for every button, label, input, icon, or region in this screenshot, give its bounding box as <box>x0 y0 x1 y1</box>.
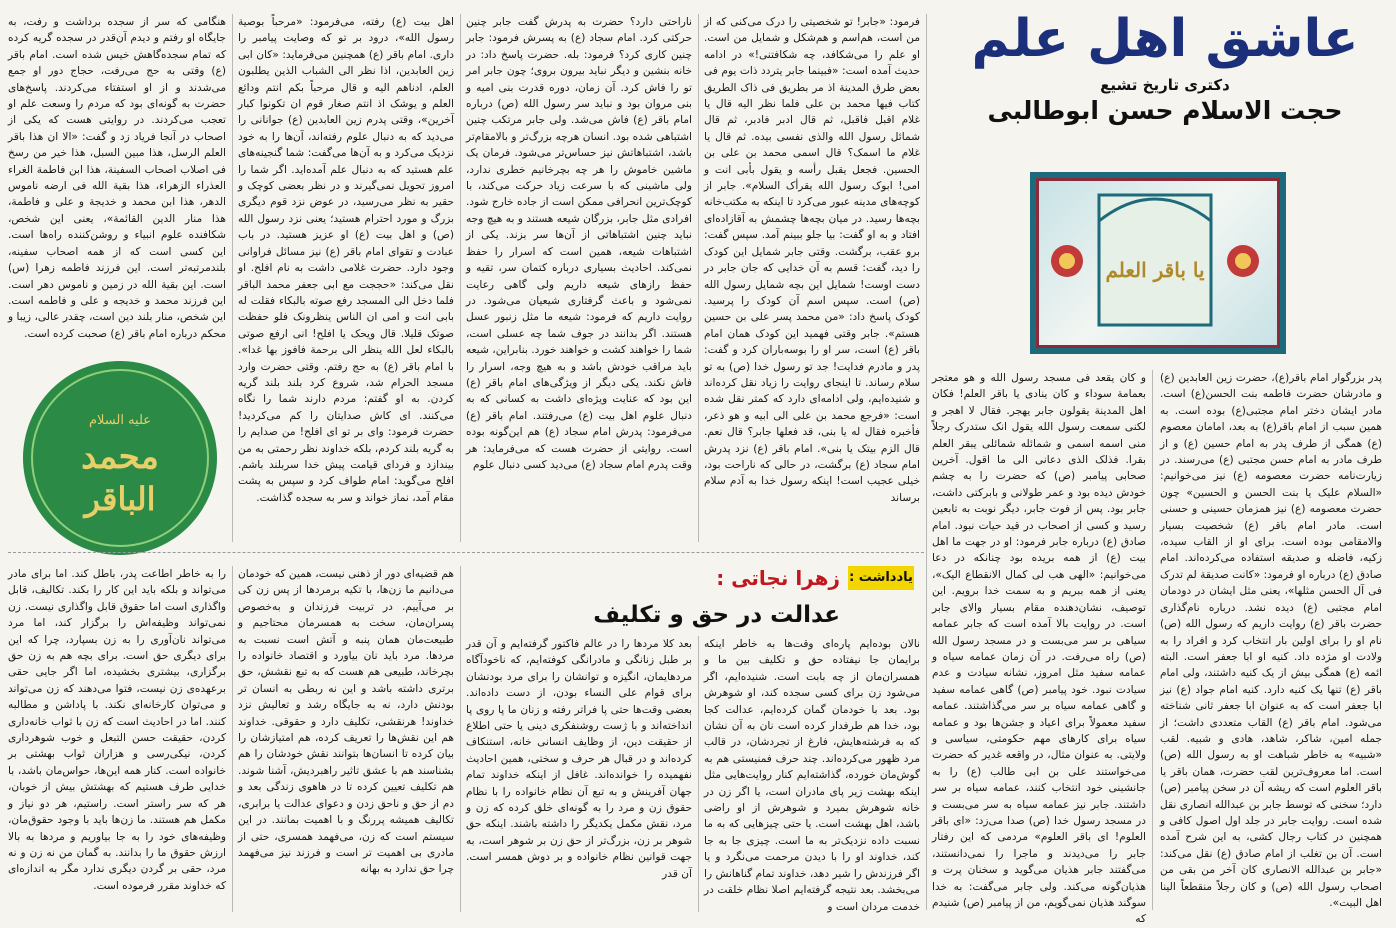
column-divider <box>1152 370 1153 910</box>
column-divider <box>460 14 461 542</box>
column-divider <box>460 566 461 912</box>
calligraphy-illustration <box>1039 181 1271 339</box>
seal-illustration <box>22 360 218 556</box>
imam-baqir-seal-image <box>22 360 218 556</box>
article1-column-6: هنگامی که سر از سجده برداشت و رفت، به جایگاه او رفتم و دیدم آن‌قدر در سجده گریه کرده که تمام سجده‌گاهش خیس شده است. امام باقر (ع) وقتی به حج می‌رفت، حجاج دور او جمع می‌شدند و از او استفتاء می‌کردند. پاسخ‌های حضرت به گونه‌ای بود که مردم را وسعت علم او تعجب می‌کردند. در روایتی هست که یکی از اصحاب در آنجا فریاد زد و گفت: «الا ان هذا باقر العلم الرسل، هذا مبین السبل، هذا خیر من رسخ فی اصلاب اصحاب السفینة، هذا ابن فاطمة الغراء العذراء الزهراء، هذا بقیة الله فی ارضه ناموس الدهر، هذا ابن محمد و خدیجة و علی و فاطمة، هذا منار الدین القائمة»، یعنی این شخص، شکافنده علوم انبیاء و روشن‌کننده راه‌ها است. این کسی است که از همه اصحاب سفینه، بلندمرتبه‌تر است. این فرزند فاطمه زهرا (س) است. این بقیة الله در زمین و ناموس دهر است. این فرزند محمد و خدیجه و علی و فاطمه است. این شخص، منار بلند دین است، چقدر عالی، زیبا و محکم درباره امام باقر (ع) صحبت کرده است. <box>8 16 226 340</box>
article1-column-1: پدر بزرگوار امام باقر(ع)، حضرت زین العابدین (ع) و مادرشان حضرت فاطمه بنت الحسن(ع) است. مادر ایشان دختر امام مجتبی(ع) بوده است. به همین سبب از امام باقر(ع) به بعد، امامان معصوم (ع) همگی از طرف پدر به امام حسین (ع) و از طرف مادر به امام حسن مجتبی (ع) می‌رسند. در زیارت‌نامه حضرت معصومه (ع) نیز می‌خوانیم: «السلام علیک یا بنت الحسن و الحسین» چون حضرت معصومه (ع) نیز همزمان حسینی و حسنی است. مادر امام باقر (ع) شخصیت بسیار والامقامی بوده است. برای او از القاب سیده، زکیه، فاضله و صدیقه استفاده می‌کرده‌اند. امام صادق (ع) درباره او فرمود: «کانت صدیقة لم تدرک فی آل الحسن مثلها»، یعنی مثل ایشان در دودمان امام مجتبی (ع) دیده نشد. درباره نام‌گذاری حضرت باقر (ع) روایت داریم که رسول الله (ص) نام او را برای اولین بار انتخاب کرد و افراد را به ولادت او مژده داد. کنیه او ابا جعفر است. البته ائمه (ع) همگی بیش از یک کنیه داشتند، ولی امام باقر (ع) تنها یک کنیه دارد. کنیه امام جواد (ع) نیز ابا جعفر است که به عنوان ابا جعفر ثانی شناخته می‌شود. امام باقر (ع) القاب متعددی داشت؛ از جمله امین، شاکر، شاهد، هادی و شبیه. لقب «شبیه» به خاطر شباهت او به رسول الله (ص) است. اما معروف‌ترین لقب حضرت، همان باقر یا باقر العلوم است که ریشه آن در سخن پیامبر (ص) دارد؛ سخنی که توسط جابر بن عبدالله انصاری نقل شده است. روایت جابر در جلد اول اصول کافی و همچنین در کتاب رجال کشی، به این شرح آمده است. آن بن تغلب از امام صادق (ع) نقل می‌کند: «جابر بن عبدالله الانصاری کان آخر من بقی من اصحاب رسول الله (ص) و کان رجلاً منقطعاً الینا اهل البیت». <box>1160 372 1382 909</box>
article2-column-2: بعد کلا مردها را در عالم فاکتور گرفته‌ایم و آن قدر بر طبل زنانگی و مادرانگی کوفته‌ایم، که ناخودآگاه مردهایمان، انگیزه و توانشان را برای مرد بودنشان برای قوام علی النساء بودن، از دست داده‌اند. بعضی وقت‌ها حتی پا فراتر رفته و زنان ما پا روی پا انداخته‌اند و با ژست روشنفکری دینی یا حتی اطلاع از حقیقت دین، از وظایف انسانی خانه، استنکاف کرده‌اند و در قبال هر حرف و سختی، همین احادیث نفهمیده را خوانده‌اند. غافل از اینکه خداوند تمام جهان آفرینش و به تبع آن نظام خانواده را با نظام حقوق زن و مرد را به گونه‌ای خلق کرده که زن و مرد، نقش مکمل یکدیگر را داشته باشند. اینکه حق شوهر بر زن، بزرگ‌تر از حق زن بر شوهر است، به جهت قوانین نظام خانواده و بر دوش همسر است. آن قدر <box>466 638 692 880</box>
author-name: حجت الاسلام حسن ابوطالبی <box>987 96 1343 125</box>
article1-column-2: و کان یقعد فی مسجد رسول الله و هو معتجر بعمامة سوداء و کان ینادی یا باقر العلم! فکان اهل المدینة یقولون جابر یهجر. فقال لا اهجر و لکنی سمعت رسول الله یقول انک ستدرک رجلاً منی اسمه اسمی و شمائله شمائلی یبقر العلم بقرا. فذلک الذی دعانی الی ما اقول. آخرین صحابی پیامبر (ص) که حضرت را به چشم خودش دیده بود و عمر طولانی و بابرکتی داشت، جابر بود. پس از فوت جابر، دیگر نوبت به تابعین رسید و کسی از اصحاب در قید حیات نبود. امام صادق (ع) درباره جابر فرمود: او در جهت ما اهل بیت (ع) از همه بریده بود چنانکه در دعا می‌خوانیم: «الهی هب لی کمال الانقطاع الیک»، یعنی از همه ببریم و به سمت خدا برویم. این توصیف، نشان‌دهنده مقام بسیار والای جابر است. در روایت بالا آمده است که جابر عمامه سیاهی بر سر می‌بست و در مسجد رسول الله (ص) راه می‌رفت. در آن زمان عمامه سیاه و عمامه سفید مثل امروز، نشانه سیادت و عدم سیادت نبود. خود پیامبر (ص) گاهی عمامه سفید و گاهی عمامه سیاه بر سر می‌گذاشتند. عمامه سفید معمولاً برای اعیاد و جشن‌ها بود و عمامه سیاه برای کارهای مهم حکومتی، سیاسی و ولایتی. به عنوان مثال، در واقعه غدیر که حضرت می‌خواستند علی بن ابی طالب (ع) را به جانشینی خود انتخاب کنند، عمامه سیاه بر سر داشتند. جابر نیز عمامه سیاه به سر می‌بست و در مسجد رسول خدا (ص) صدا می‌زد: «ای باقر العلوم! ای باقر العلوم» مردمی که این رفتار جابر را می‌دیدند و ماجرا را نمی‌دانستند، می‌گفتند جابر هذیان می‌گوید و سخنان پرت و هذیان‌گونه می‌کند. ولی جابر می‌گفت: به خدا سوگند هذیان نمی‌گویم، من از پیامبر (ص) شنیدم که <box>932 372 1146 926</box>
article1-column-3: فرمود: «جابر! تو شخصیتی را درک می‌کنی که از من است، هم‌اسم و هم‌شکل و شمایل من است. او علم را می‌شکافد، چه شکافتنی!» در ادامه حدیث آمده است: «فبینما جابر یتردد ذات یوم فی بعض طرق المدینة اذ مر بطریق فی ذاک الطریق کتاب فیها محمد بن علی فلما نظر الیه قال یا غلام اقبل فاقبل، ثم قال ادبر فادبر، ثم قال شمائل رسول الله والذی نفسی بیده. ثم قال یا غلام ما اسمک؟ قال اسمی محمد بن علی بن الحسین. فجعل یقبل رأسه و یقول بأبی انت و امی! ابوک رسول الله یقرأک السلام». جابر از کوچه‌های مدینه عبور می‌کرد تا اینکه به مکتب‌خانه بچه‌ها رسید. در میان بچه‌ها چشمش به آقازاده‌ای افتاد و به او گفت: بیا جلو ببینم آمد. سپس گفت: برو عقب، برگشت. وقتی جابر شمایل این کودک را دید، گفت: قسم به آن خدایی که جان جابر در دست اوست! شمایل این بچه شمایل رسول الله (ص) است. سپس اسم آن کودک را پرسید. کودک پاسخ داد: «من محمد پسر علی بن حسین هستم». جابر وقتی فهمید این کودک همان امام باقر (ع) است، سر او را بوسه‌باران کرد و گفت: پدر و مادرم فدایت! جد تو رسول خدا (ص) به تو سلام رساند. تا اینجای روایت را زیاد نقل کرده‌اند و شنیده‌ایم، ولی ادامه‌ای دارد که کمتر نقل شده است: «فرجع محمد بن علی الی ابیه و هو ذعر، فأخبره فقال له یا بنی، قد فعلها جابر؟ قال نعم. قال الزم بیتک یا بنی». امام باقر (ع) نزد پدرش امام سجاد (ع) برگشت، در حالی که ناراحت بود، خیلی عجیب است! اینکه رسول خدا به آدم سلام برساند <box>704 16 920 504</box>
seal-title-text: الباقر <box>84 480 156 518</box>
seal-name-text: محمد <box>81 437 159 477</box>
column-divider <box>232 566 233 912</box>
note-author: زهرا نجاتی : <box>716 566 840 590</box>
column-divider <box>698 14 699 542</box>
article1-column-5: اهل بیت (ع) رفته، می‌فرمود: «مرحباً بوصیة رسول الله»، درود بر تو که وصایت پیامبر را داری. امام باقر (ع) همچنین می‌فرماید: «کان ابی زین العابدین، اذا نظر الی الشباب الذین یطلبون العلم، ادناهم الیه و قال مرحباً بکم انتم ودائع العلم و یوشک اذ انتم صغار قوم ان تکونوا کبار آخرین»، وقتی پدرم زین العابدین (ع) جوانانی را می‌دید که به دنبال علوم رفته‌اند، آن‌ها را به خود نزدیک می‌کرد و به آن‌ها می‌گفت: شما گنجینه‌های علم هستید که به دنبال علم آمده‌اید. اگر شما را امروز تحویل نمی‌گیرند و در نظر بعضی کوچک و حقیر به نظر می‌رسید، در عوض نزد قوم دیگری بزرگ و مورد احترام هستید؛ یعنی نزد رسول الله (ص) و اهل بیت (ع) او عزیز هستید. در باب عبادت و تقوای امام باقر (ع) نیز مسائل فراوانی وجود دارد. حضرت غلامی داشت به نام افلح. او نقل می‌کند: «حججت مع ابی جعفر محمد الباقر فلما دخل الی المسجد رفع صوته بالبکاء فقلت له بابی انت و امی ان الناس ینظرونک فلو حفظت صوتک قلیلا. قال ویحک یا افلح! انی ارفع صوتی بالبکاء لعل الله ینظر الی برحمة فافوز بها غدا». با امام باقر (ع) به حج رفتم. وقتی حضرت وارد مسجد الحرام شد، شروع کرد بلند بلند گریه کردن. به او گفتم: مردم دارند شما را نگاه می‌کنند. ای کاش صدایتان را کم می‌کردید! حضرت فرمود: وای بر تو ای افلح! من صدایم را به گریه بلند کردم، بلکه خداوند نظر رحمتی به من بیندازد و فردای قیامت پیش خدا سربلند باشم. افلح می‌گوید: امام طواف کرد و سپس به پشت مقام آمد، نماز خواند و سر به سجده گذاشت. <box>238 16 454 504</box>
note-title: عدالت در حق و تکلیف <box>593 602 840 628</box>
article2-column-4: را به خاطر اطاعت پدر، باطل کند. اما برای مادر می‌تواند و بلکه باید این کار را بکند. تکالیف، قابل واگذاری است اما حقوق قابل واگذاری نیست. زن نمی‌تواند وظیفه‌اش را برگزار کند، اما مرد می‌تواند نان‌آوری را به زن بسپارد، چرا که این برای دیگری حق است. برای بچه هم به زن حق برگزاری، بیشتری بخشیده، اما اگر جایی حقی برعهده‌ی زن نیست، فتوا می‌دهند که زن می‌تواند و می‌توان کارخانه‌ای نکند. با پاداشن و مطالبه کنند. اما در احادیث است که زن با ثواب خانه‌داری کردن، حقیقت حسن التبعل و خوب شوهرداری کردن، نیکی‌رسی و هزاران ثواب بهشتی بر خانواده است. کنار همه این‌ها، حواس‌مان باشد، با خدایی طرف هستیم که بهشتش بیش از خوبان، هر که سر راستر است. راستیم، هر دو نیاز و مکمل هم هستند. ما زن‌ها باید با وجود حقوق‌مان، وظیفه‌های خود را به جا بیاوریم و مردها به بالا ارزش حقوق ما را بدانند. به گمان من نه زن و نه مرد، حقی بر گردن دیگری ندارد مگر به اندازه‌ای که خداوند مقرر فرموده است. <box>8 568 226 892</box>
calligraphy-frame-image <box>1030 172 1286 354</box>
calligraphy-frame-inner <box>1036 178 1280 348</box>
column-divider <box>926 14 927 910</box>
seal-small-text: علیه السلام <box>88 413 152 428</box>
column-divider <box>232 14 233 542</box>
author-degree: دکتری تاریخ تشیع <box>1100 76 1230 94</box>
article2-column-3: هم قضیه‌ای دور از ذهنی نیست، همین که خودمان می‌دانیم ما زن‌ها، با تکیه برمردها از پس زن کی بر می‌آییم. در تربیت فرزندان و به‌خصوص پسران‌مان، سخت به همسرمان محتاجیم و طبیعت‌مان همان پنبه و آتش است نسبت به مردها. مرد باید نان بیاورد و اقتصاد خانواده را بچرخاند، طبیعی هم هست که به تبع نقشش، حق برتری داشته باشد و این نه ربطی به انسان تر بودنش دارد، نه به جایگاه رشد و تعالیش نزد خداوند! هرنقشی، تکلیف دارد و حقوقی. خداوند هم این نقش‌ها را تعریف کرده، هم امتیازشان را بیان کرده تا انسان‌ها بتوانند نقش خودشان را هم بشناسند هم با عشق تاثیر راهبردیش، آشنا شوند. هم تکلیف تعیین کرده تا در هاهوی زندگی بعد و دم از حق و ناحق زدن و دعوای عدالت یا برابری، تکالیف همیشه پررنگ و با اهمیت بمانند. در این سیستم است که زن، می‌فهمد همسری، حتی از مادری بی اهمیت تر است و فرزند نیز می‌فهمد چرا حق ندارد به بهانه <box>238 568 454 876</box>
lantern-right-center <box>1235 253 1251 269</box>
note-label-badge: یادداشت : <box>848 566 914 590</box>
article-separator <box>8 552 924 553</box>
calligraphy-text: یا باقر العلم <box>1105 258 1205 282</box>
article1-column-4: ناراحتی دارد؟ حضرت به پدرش گفت جابر چنین حرکتی کرد. امام سجاد (ع) به پسرش فرمود: جابر چنین کاری کرد؟ فرمود: بله. حضرت پاسخ داد: در خانه بنشین و دیگر نباید بیرون بروی؛ چون جابر امر تو را فاش کرد. آن زمان، دوره قدرت بنی امیه و بنی مروان بود و نباید سر رسول الله (ص) درباره امام باقر (ع) فاش می‌شد. ولی جابر مرتکب چنین اشتباهی شده بود. انسان هرچه بزرگ‌تر و بالامقام‌تر باشد، اشتباهاتش نیز حساس‌تر می‌شود. فرمان یک ماشین خاموش را هر چه بچرخانیم خطری ندارد، ولی ماشینی که با سرعت زیاد حرکت می‌کند، با کوچک‌ترین انحرافی ممکن است از جاده خارج شود. افرادی مثل جابر، بزرگان شیعه هستند و به هیچ وجه نباید چنین اشتباهاتی از آن‌ها سر بزند. یکی از اشتباهات شیعه، همین است که اسرار را حفظ نمی‌کند. احادیث بسیاری درباره کتمان سر، تقیه و حفظ رازهای شیعه داریم ولی گاهی رعایت نمی‌شود و باعث گرفتاری شیعیان می‌شود. در روایت داریم که فرمود: شیعه ما مثل زنبور عسل هستند. اگر بدانند در جوف شما چه عسلی است، شما را خواهند کشت و خواهند خورد. بنابراین، شیعه باید مراقب خودش باشد و به هیچ وجه، اسرار را فاش نکند. یکی دیگر از ویژگی‌های امام باقر (ع) این بود که عنایت ویژه‌ای داشت به کسانی که به دنبال علوم اهل بیت (ع) می‌رفتند. امام باقر (ع) می‌فرمود: پدرش امام سجاد (ع) هم این‌گونه بوده است. روایتی از حضرت هست که می‌فرماید: هر وقت پدرم امام سجاد (ع) می‌دید کسی دنبال علوم <box>466 16 692 471</box>
lantern-left-center <box>1059 253 1075 269</box>
article-title: عاشق اهل علم <box>971 9 1359 69</box>
article-header <box>940 8 1390 168</box>
column-divider <box>698 636 699 912</box>
article2-column-1: نالان بوده‌ایم پاره‌ای وقت‌ها به خاطر اینکه برایمان جا نیفتاده حق و تکلیف بین ما و همسران‌مان از چه بابت است. شنیده‌ایم، اگر می‌شود زن برای کسی سجده کند، او شوهرش بود. بعد با خودمان گمان کرده‌ایم، عدالت کجا بود، خدا هم طرفدار کرده است نان به آن نشان که به فرشته‌هایش، فارغ از تجردشان، در قالب مرد ظهور می‌کرده‌اند. چند حرف فمنیستی هم به گوش‌مان خورده، گذاشته‌ایم کنار روایت‌هایی مثل اینکه بهشت زیر پای مادران است، یا اگر زن در خانه شوهرش بمیرد و شوهرش از او راضی باشد، اهل بهشت است. یا حتی چیزهایی که به ما نسبت داده نزدیک‌تر به ما است. چیزی جا به جا کند، خداوند او را با دیدن مرحمت می‌نگرد و یا اگر فرزندش را شیر دهد، خداوند تمام گناهانش را می‌بخشد. بعد نتیجه گرفته‌ایم اصلا نظام خلقت در خدمت مردان است و <box>704 638 920 913</box>
